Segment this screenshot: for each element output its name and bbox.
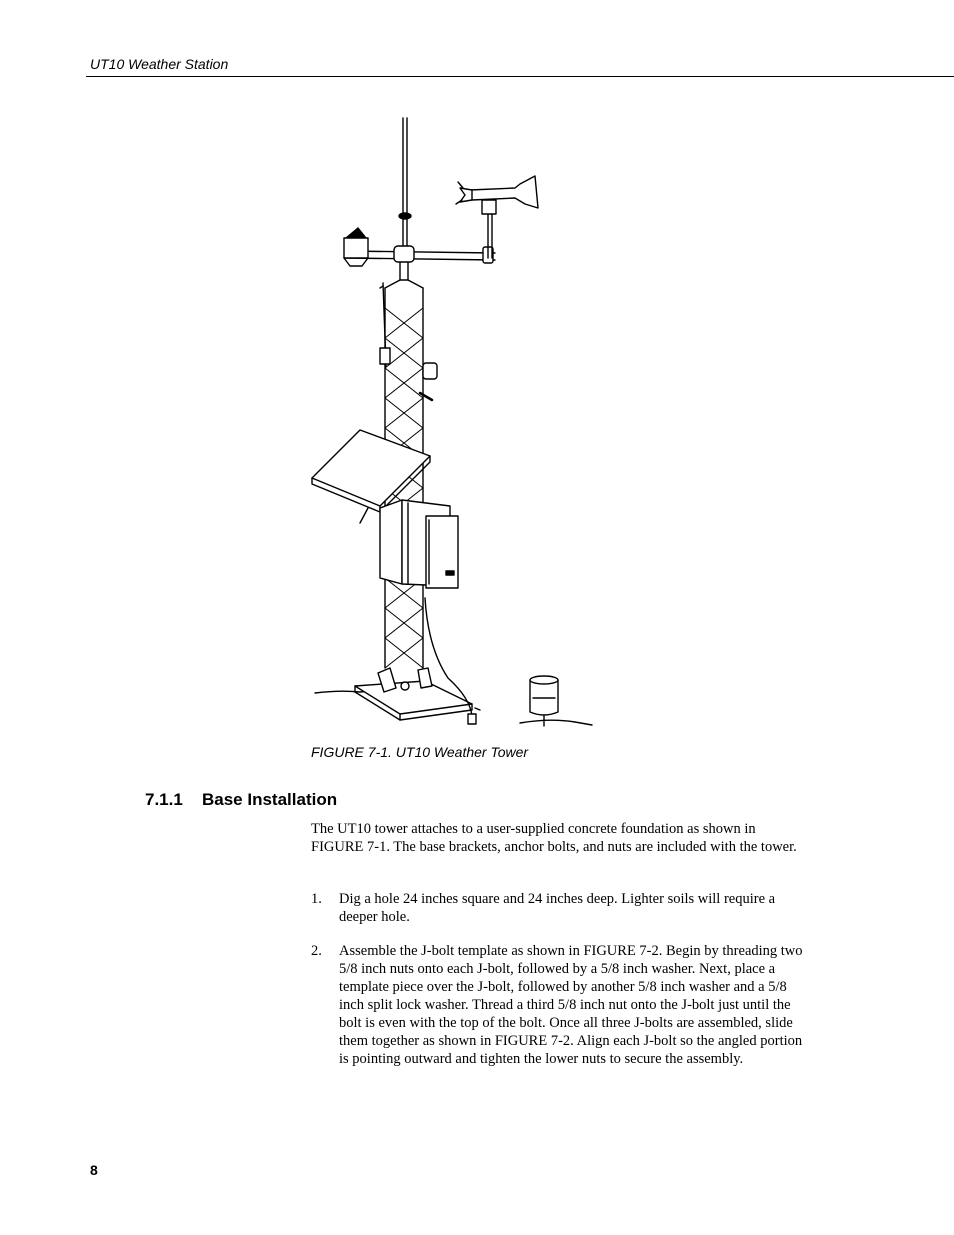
list-item: [311, 890, 806, 926]
list-marker: 2.: [311, 943, 322, 959]
figure-caption: FIGURE 7-1. UT10 Weather Tower: [311, 744, 529, 760]
weather-tower-figure: [300, 108, 610, 728]
section-title: Base Installation: [202, 790, 338, 809]
page-number: 8: [90, 1162, 98, 1178]
intro-paragraph: The UT10 tower attaches to a user-supplied concrete foundation as shown in FIGURE 7-1. The base brackets, anchor bolts, and nuts are included with the tower.: [311, 821, 797, 855]
list-marker: 1.: [311, 891, 322, 907]
section-number: 7.1.1: [145, 790, 183, 809]
header-rule: [86, 76, 954, 77]
running-header: UT10 Weather Station: [90, 56, 229, 72]
section-heading: [145, 790, 337, 810]
list-item-text: Assemble the J-bolt template as shown in FIGURE 7-2. Begin by threading two 5/8 inch nuts onto each J-bolt, followed by a 5/8 inch washer. Next, place a template piece over the J-bolt, followed by another 5/8 inch washer and a 5/8 inch split lock washer. Thread a third 5/8 inch nut onto the J-bolt just until the bolt is even with the top of the bolt. Once all three J-bolts are assembled, slide them together as shown in FIGURE 7-2. Align each J-bolt so the angled portion is pointing outward and tighten the lower nuts to secure the assembly.: [339, 943, 803, 1067]
installation-steps: [311, 890, 806, 1084]
list-item: [311, 942, 806, 1068]
list-item-text: Dig a hole 24 inches square and 24 inches deep. Lighter soils will require a deeper hole.: [339, 891, 776, 925]
